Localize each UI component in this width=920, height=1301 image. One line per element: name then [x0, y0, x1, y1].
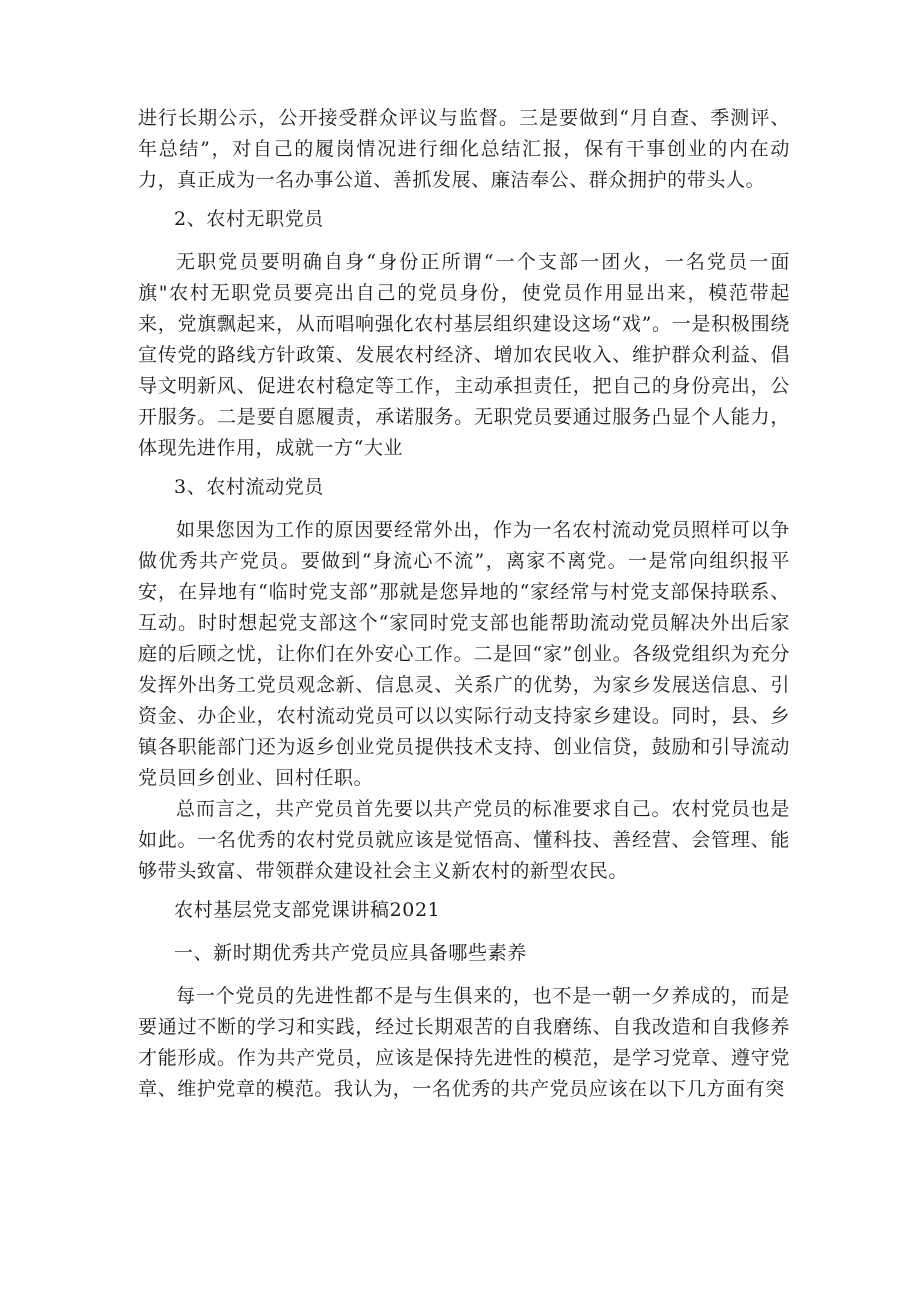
- section-heading-mobile-members: 3、农村流动党员: [174, 476, 324, 498]
- section-heading-qualities: 一、新时期优秀共产党员应具备哪些素养: [174, 942, 527, 964]
- paragraph-mobile-members: 如果您因为工作的原因要经常外出，作为一名农村流动党员照样可以争做优秀共产党员。要做到“身流心不流”，离家不离党。一是常向组织报平安，在异地有“临时党支部”那就是您异地的“家经常与村党支部保持联系、互动。时时想起党支部这个“家同时党支部也能帮助流动党员解决外出后家庭的后顾之忧，让你们在外安心工作。二是回“家”创业。各级党组织为充分发挥外出务工党员观念新、信息灵、关系广的优势，为家乡发展送信息、引资金、办企业，农村流动党员可以以实际行动支持家乡建设。同时，县、乡镇各职能部门还为返乡创业党员提供技术支持、创业信贷，鼓励和引导流动党员回乡创业、回村任职。: [138, 519, 790, 789]
- paragraph-summary: 总而言之，共产党员首先要以共产党员的标准要求自己。农村党员也是如此。一名优秀的农村党员就应该是觉悟高、懂科技、善经营、会管理、能够带头致富、带领群众建设社会主义新农村的新型农民。: [138, 798, 790, 882]
- paragraph-no-post-members: 无职党员要明确自身“身份正所谓“一个支部一团火，一名党员一面旗"农村无职党员要亮出自己的党员身份，使党员作用显出来，模范带起来，党旗飘起来，从而唱响强化农村基层组织建设这场“戏”。一是积极围绕宣传党的路线方针政策、发展农村经济、增加农民收入、维护群众利益、倡导文明新风、促进农村稳定等工作，主动承担责任，把自己的身份亮出，公开服务。二是要自愿履责，承诺服务。无职党员要通过服务凸显个人能力，体现先进作用，成就一方“大业: [138, 251, 790, 459]
- document-page: [138, 103, 790, 1105]
- paragraph-continuation: 进行长期公示，公开接受群众评议与监督。三是要做到“月自查、季测评、年总结”，对自己的履岗情况进行细化总结汇报，保有干事创业的内在动力，真正成为一名办事公道、善抓发展、廉洁奉公、群众拥护的带头人。: [138, 107, 790, 191]
- paragraph-qualities: 每一个党员的先进性都不是与生俱来的，也不是一朝一夕养成的，而是要通过不断的学习和实践，经过长期艰苦的自我磨练、自我改造和自我修养才能形成。作为共产党员，应该是保持先进性的模范，是学习党章、遵守党章、维护党章的模范。我认为，一名优秀的共产党员应该在以下几方面有突: [138, 985, 790, 1100]
- lecture-title: 农村基层党支部党课讲稿2021: [174, 899, 441, 921]
- section-heading-no-post-members: 2、农村无职党员: [174, 208, 324, 230]
